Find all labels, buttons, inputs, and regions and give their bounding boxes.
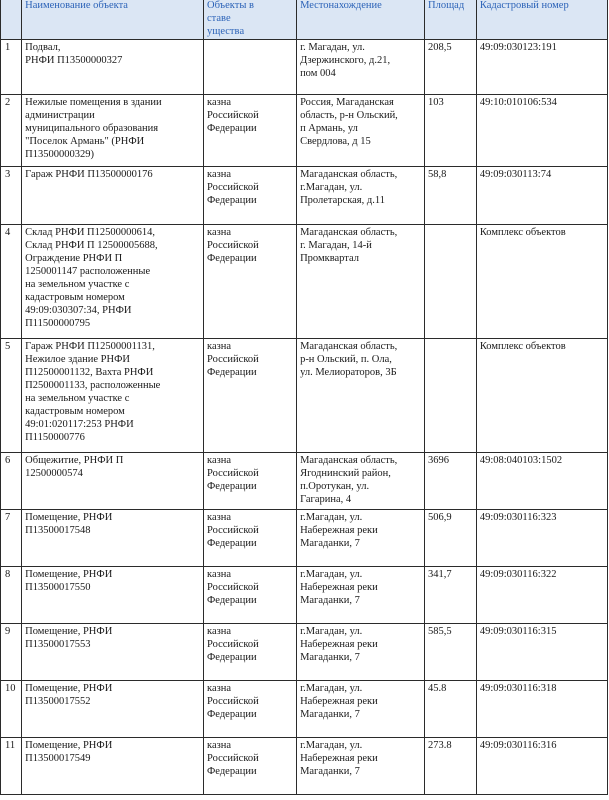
row-number [1, 567, 22, 624]
object-name-text: Гараж РНФИ П13500000176 [25, 169, 153, 180]
object-name-text: Помещение, РНФИ П13500017552 [25, 683, 113, 707]
row-number [1, 624, 22, 681]
table-header-row [1, 0, 608, 40]
row-number-text: 3 [5, 169, 11, 180]
header-cadastral: Кадастровый номер [476, 0, 607, 40]
location-cell-text: Магаданская область, г. Магадан, 14-й Промквартал [300, 227, 398, 264]
object-name-text: Подвал, РНФИ П13500000327 [25, 42, 123, 66]
owner-cell-text: казна Российской Федерации [207, 512, 259, 549]
location-cell-text: Магаданская область, р-н Ольский, п. Ола, ул. Мелиораторов, 3Б [300, 341, 398, 378]
area-cell [425, 225, 477, 339]
area-cell [425, 510, 477, 567]
location-cell-text: Магаданская область, Ягоднинский район, п.Оротукан, ул. Гагарина, 4 [300, 455, 398, 505]
location-cell [297, 624, 425, 681]
row-number [1, 40, 22, 95]
owner-cell-text: казна Российской Федерации [207, 626, 259, 663]
location-cell [297, 40, 425, 95]
cadastral-number-text: 49:08:040103:1502 [479, 455, 563, 466]
cadastral-number [476, 453, 607, 510]
location-cell-text: г.Магадан, ул. Набережная реки Магаданки, 7 [300, 683, 378, 720]
object-name-text: Нежилые помещения в здании администрации муниципального образования "Поселок Армань" (РНФИ П13500000329) [25, 97, 162, 160]
cadastral-number-text: 49:10:010106:534 [479, 97, 557, 108]
row-number-text: 6 [5, 455, 11, 466]
location-cell [297, 453, 425, 510]
location-cell [297, 567, 425, 624]
table-row [1, 738, 608, 795]
area-cell-text: 3696 [428, 455, 450, 466]
table-row [1, 453, 608, 510]
owner-cell [204, 95, 297, 167]
area-cell-text: 45.8 [428, 683, 447, 694]
row-number-text: 9 [5, 626, 11, 637]
object-name [22, 40, 204, 95]
owner-cell [204, 453, 297, 510]
location-cell [297, 681, 425, 738]
row-number-text: 4 [5, 227, 11, 238]
owner-cell [204, 40, 297, 95]
area-cell-text: 58,8 [428, 169, 447, 180]
object-name-text: Склад РНФИ П12500000614, Склад РНФИ П 12500005688, Ограждение РНФИ П 1250001147 расположенные на земельном участке с кадастровым номером 49:09:030307:34, РНФИ П11500000795 [25, 227, 158, 329]
header-location: Местонахождение [297, 0, 425, 40]
owner-cell-text: казна Российской Федерации [207, 569, 259, 606]
area-cell [425, 738, 477, 795]
area-cell [425, 567, 477, 624]
owner-cell-text: казна Российской Федерации [207, 455, 259, 492]
location-cell [297, 167, 425, 225]
location-cell [297, 225, 425, 339]
owner-cell [204, 681, 297, 738]
row-number [1, 167, 22, 225]
owner-cell [204, 510, 297, 567]
owner-cell-text: казна Российской Федерации [207, 227, 259, 264]
row-number-text: 11 [5, 740, 16, 751]
object-name [22, 167, 204, 225]
table-row [1, 567, 608, 624]
object-name [22, 225, 204, 339]
object-name-text: Помещение, РНФИ П13500017550 [25, 569, 113, 593]
cadastral-number [476, 681, 607, 738]
cadastral-number-text: 49:09:030116:322 [479, 569, 557, 580]
location-cell [297, 738, 425, 795]
cadastral-number-text: 49:09:030116:316 [479, 740, 557, 751]
table-row [1, 95, 608, 167]
cadastral-number [476, 624, 607, 681]
object-name [22, 738, 204, 795]
area-cell [425, 40, 477, 95]
area-cell-text: 506,9 [428, 512, 452, 523]
row-number [1, 738, 22, 795]
table-row [1, 339, 608, 453]
cadastral-number [476, 95, 607, 167]
row-number-text: 7 [5, 512, 11, 523]
location-cell-text: г.Магадан, ул. Набережная реки Магаданки, 7 [300, 740, 378, 777]
location-cell [297, 339, 425, 453]
cadastral-number-text: 49:09:030113:74 [479, 169, 552, 180]
cadastral-number [476, 167, 607, 225]
location-cell-text: г.Магадан, ул. Набережная реки Магаданки, 7 [300, 569, 378, 606]
header-area: Площад [425, 0, 477, 40]
object-name-text: Общежитие, РНФИ П 12500000574 [25, 455, 124, 479]
cadastral-number [476, 339, 607, 453]
owner-cell [204, 339, 297, 453]
location-cell-text: Магаданская область, г.Магадан, ул. Пролетарская, д.11 [300, 169, 398, 206]
row-number-text: 1 [5, 42, 11, 53]
object-name-text: Гараж РНФИ П12500001131, Нежилое здание РНФИ П12500001132, Вахта РНФИ П2500001133, расположенные на земельном участке с кадастровым номером 49:01:020117:253 РНФИ П1150000776 [25, 341, 161, 443]
cadastral-number-text: 49:09:030116:323 [479, 512, 557, 523]
object-name [22, 453, 204, 510]
row-number [1, 339, 22, 453]
cadastral-number-text: 49:09:030116:315 [479, 626, 557, 637]
owner-cell [204, 738, 297, 795]
row-number [1, 510, 22, 567]
row-number [1, 453, 22, 510]
cadastral-number [476, 510, 607, 567]
object-name-text: Помещение, РНФИ П13500017549 [25, 740, 113, 764]
header-owner: Объекты в ставе уществa [204, 0, 297, 40]
cadastral-number-text: Комплекс объектов [479, 227, 566, 238]
owner-cell-text: казна Российской Федерации [207, 341, 259, 378]
owner-cell [204, 167, 297, 225]
row-number-text: 5 [5, 341, 11, 352]
owner-cell-text: казна Российской Федерации [207, 169, 259, 206]
area-cell [425, 681, 477, 738]
table-row [1, 681, 608, 738]
cadastral-number [476, 567, 607, 624]
object-name-text: Помещение, РНФИ П13500017553 [25, 626, 113, 650]
area-cell-text: 208,5 [428, 42, 452, 53]
cadastral-number-text: 49:09:030123:191 [479, 42, 557, 53]
table-row [1, 40, 608, 95]
table-row [1, 624, 608, 681]
row-number-text: 2 [5, 97, 11, 108]
cadastral-number-text: Комплекс объектов [479, 341, 566, 352]
object-name-text: Помещение, РНФИ П13500017548 [25, 512, 113, 536]
area-cell-text: 585,5 [428, 626, 452, 637]
row-number [1, 681, 22, 738]
row-number-text: 10 [5, 683, 16, 694]
header-number [1, 0, 22, 40]
area-cell [425, 624, 477, 681]
area-cell [425, 95, 477, 167]
table-row [1, 225, 608, 339]
object-name [22, 681, 204, 738]
area-cell [425, 339, 477, 453]
cadastral-number-text: 49:09:030116:318 [479, 683, 557, 694]
location-cell-text: г.Магадан, ул. Набережная реки Магаданки, 7 [300, 626, 378, 663]
object-name [22, 95, 204, 167]
header-name: Наименование объекта [22, 0, 204, 40]
owner-cell [204, 624, 297, 681]
owner-cell-text: казна Российской Федерации [207, 740, 259, 777]
row-number-text: 8 [5, 569, 11, 580]
owner-cell-text: казна Российской Федерации [207, 683, 259, 720]
location-cell [297, 95, 425, 167]
location-cell-text: г. Магадан, ул. Дзержинского, д.21, пом 004 [300, 42, 391, 79]
object-name [22, 339, 204, 453]
object-name [22, 567, 204, 624]
table-row [1, 167, 608, 225]
row-number [1, 95, 22, 167]
cadastral-number [476, 738, 607, 795]
location-cell [297, 510, 425, 567]
area-cell [425, 453, 477, 510]
location-cell-text: Россия, Магаданская область, р-н Ольский, п Армань, ул Свердлова, д 15 [300, 97, 398, 147]
area-cell [425, 167, 477, 225]
area-cell-text: 273.8 [428, 740, 452, 751]
row-number [1, 225, 22, 339]
owner-cell-text: казна Российской Федерации [207, 97, 259, 134]
area-cell-text: 103 [428, 97, 444, 108]
owner-cell [204, 225, 297, 339]
cadastral-number [476, 225, 607, 339]
table-row [1, 510, 608, 567]
cadastral-number [476, 40, 607, 95]
location-cell-text: г.Магадан, ул. Набережная реки Магаданки, 7 [300, 512, 378, 549]
object-name [22, 624, 204, 681]
object-name [22, 510, 204, 567]
area-cell-text: 341,7 [428, 569, 452, 580]
owner-cell [204, 567, 297, 624]
